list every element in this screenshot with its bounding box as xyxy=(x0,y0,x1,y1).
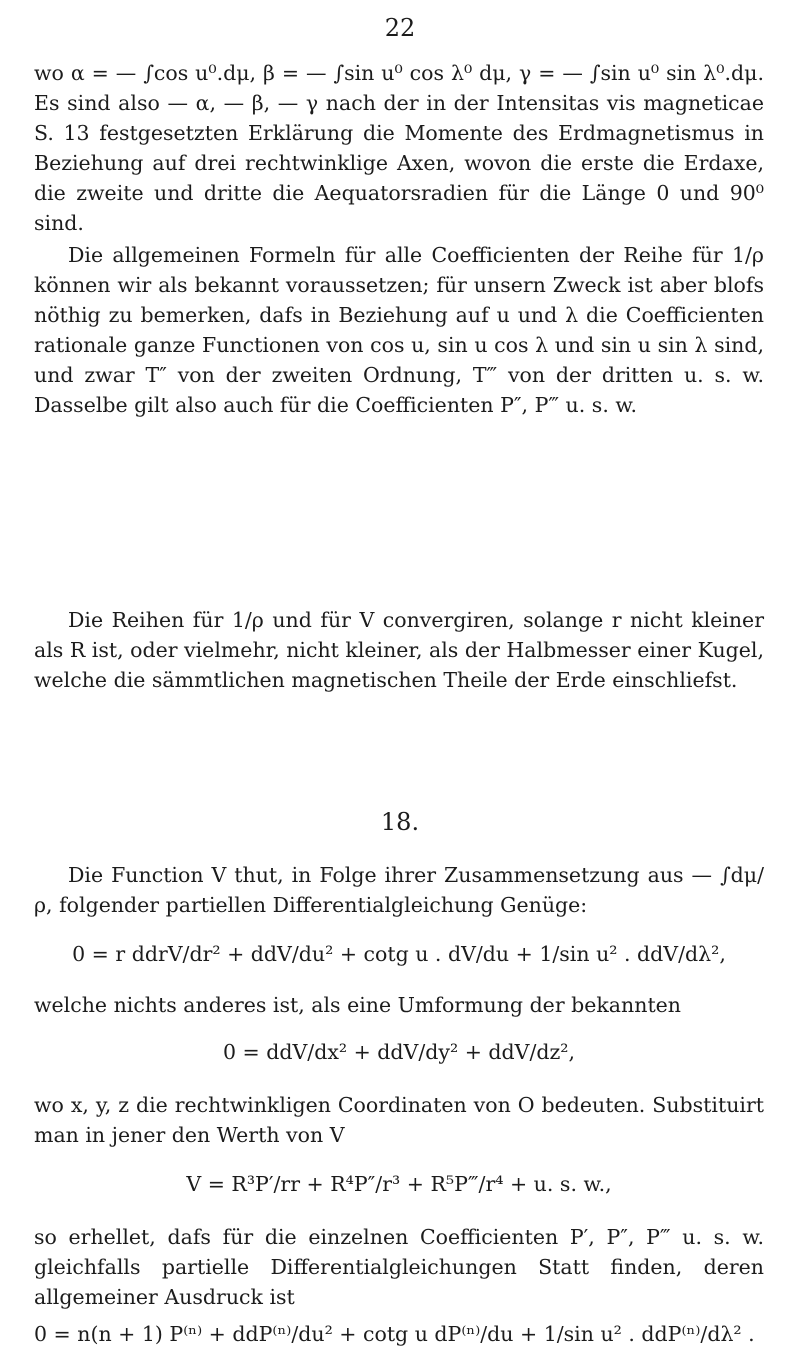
paragraph-4d-text: so erhellet, dafs für die einzelnen Coefficienten P′, P″, P‴ u. s. w. gleichfalls partielle Differentialgleichungen Statt finden, deren allgemeiner Ausdruck ist xyxy=(34,1225,764,1309)
paragraph-3-text: Die Reihen für 1/ρ und für V convergiren, solange r nicht kleiner als R ist, oder vielmehr, nicht kleiner, als der Halbmesser einer Kugel, welche die sämmtlichen magnetischen Theile der Erde einschliefst. xyxy=(34,608,764,692)
paragraph-4b-text: welche nichts anderes ist, als eine Umformung der bekannten xyxy=(34,993,682,1017)
paragraph-2 xyxy=(34,240,764,420)
paragraph-4c xyxy=(34,1090,764,1150)
paragraph-4a-text: Die Function V thut, in Folge ihrer Zusammensetzung aus — ∫dμ/ρ, folgender partiellen Differentialgleichung Genüge: xyxy=(34,863,764,917)
equation-4: 0 = n(n + 1) P⁽ⁿ⁾ + ddP⁽ⁿ⁾/du² + cotg u dP⁽ⁿ⁾/du + 1/sin u² . ddP⁽ⁿ⁾/dλ² . xyxy=(34,1322,755,1346)
paragraph-2-text: Die allgemeinen Formeln für alle Coefficienten der Reihe für 1/ρ können wir als bekannt voraussetzen; für unsern Zweck ist aber blofs nöthig zu bemerken, dafs in Beziehung auf u und λ die Coefficienten rationale ganze Functionen von cos u, sin u cos λ und sin u sin λ sind, und zwar T″ von der zweiten Ordnung, T‴ von der dritten u. s. w. Dasselbe gilt also auch für die Coefficienten P″, P‴ u. s. w. xyxy=(34,243,764,417)
page-number: 22 xyxy=(384,14,416,42)
equation-2: 0 = ddV/dx² + ddV/dy² + ddV/dz², xyxy=(222,1040,576,1064)
paragraph-1-text: wo α = — ∫cos u⁰.dμ, β = — ∫sin u⁰ cos λ⁰ dμ, γ = — ∫sin u⁰ sin λ⁰.dμ. Es sind also — α, — β, — γ nach der in der Intensitas vis magneticae S. 13 festgesetzten Erklärung die Momente des Erdmagnetismus in Beziehung auf drei rechtwinklige Axen, wovon die erste die Erdaxe, die zweite und dritte die Aequatorsradien für die Länge 0 und 90⁰ sind. xyxy=(34,61,764,235)
paragraph-4b xyxy=(34,990,764,1020)
paragraph-1 xyxy=(34,58,764,238)
paragraph-4a xyxy=(34,860,764,920)
section-number: 18. xyxy=(380,808,420,836)
equation-1: 0 = r ddrV/dr² + ddV/du² + cotg u . dV/du + 1/sin u² . ddV/dλ², xyxy=(72,942,726,966)
equation-3: V = R³P′/rr + R⁴P″/r³ + R⁵P‴/r⁴ + u. s. w., xyxy=(186,1172,612,1196)
paragraph-3 xyxy=(34,605,764,695)
paragraph-4c-text: wo x, y, z die rechtwinkligen Coordinaten von O bedeuten. Substituirt man in jener den Werth von V xyxy=(34,1093,764,1147)
paragraph-4d xyxy=(34,1222,764,1312)
